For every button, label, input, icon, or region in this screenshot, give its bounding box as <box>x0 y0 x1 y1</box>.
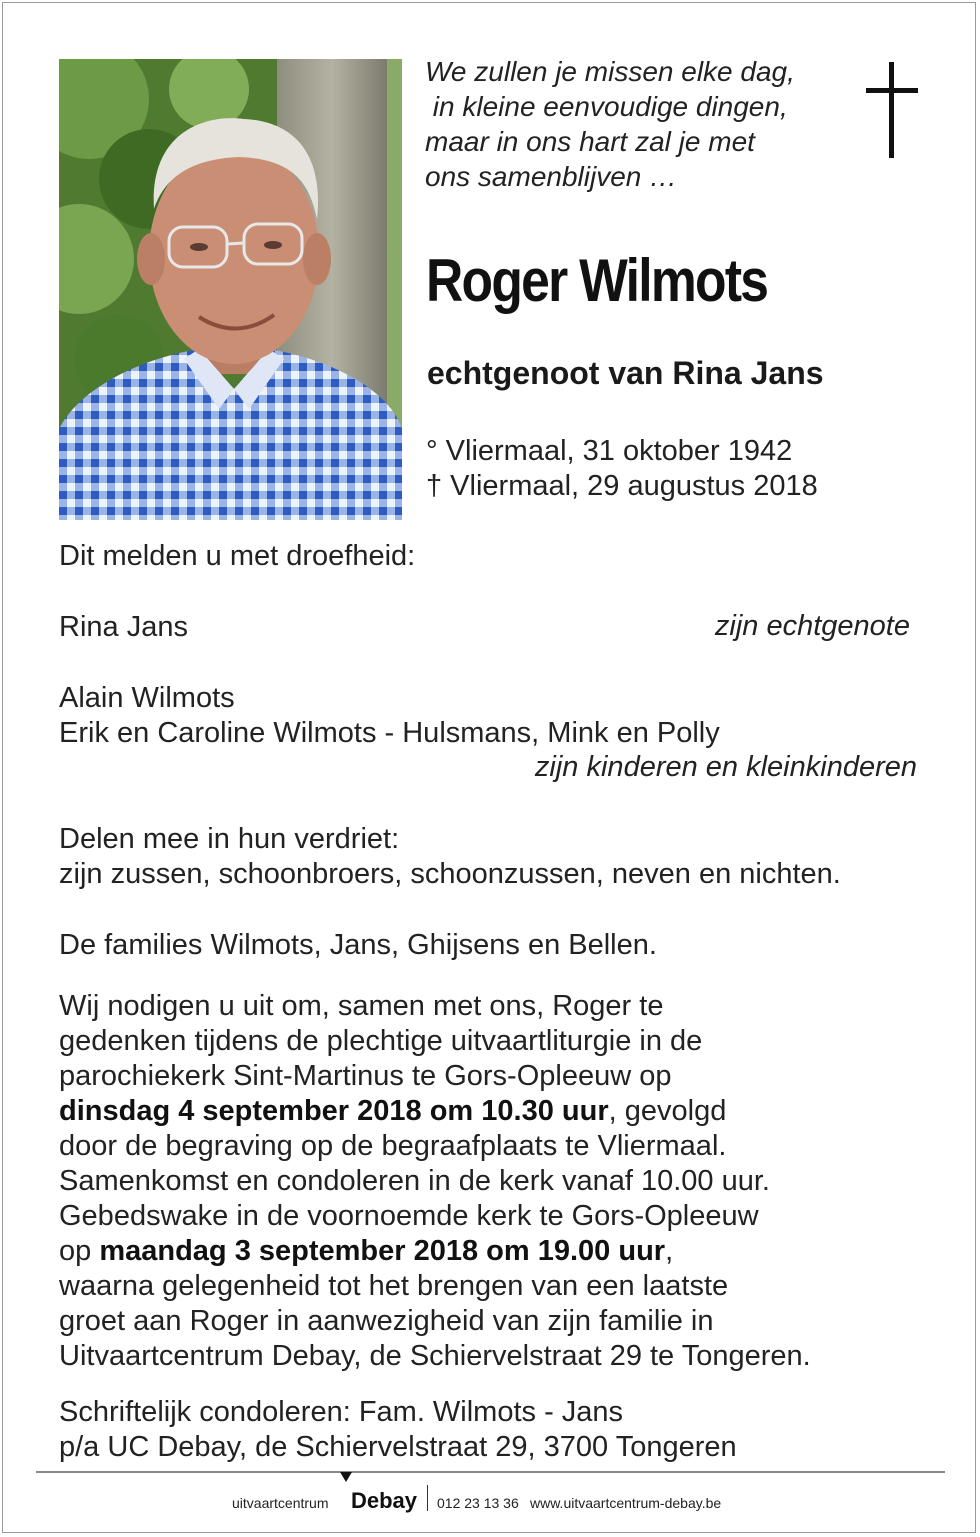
invitation-line: Uitvaartcentrum Debay, de Schiervelstraat 29 te Tongeren. <box>59 1340 811 1372</box>
condolence-line: Schriftelijk condoleren: Fam. Wilmots - Jans <box>59 1396 624 1428</box>
footer-divider <box>36 1471 945 1473</box>
birth-date: ° Vliermaal, 31 oktober 1942 <box>426 435 793 467</box>
invitation-block <box>59 989 811 1374</box>
funeral-datetime: dinsdag 4 september 2018 om 10.30 uur <box>59 1095 609 1127</box>
poem-line: maar in ons hart zal je met <box>425 126 755 157</box>
invitation-line: Samenkomst en condoleren in de kerk vanaf 10.00 uur. <box>59 1165 770 1197</box>
footer <box>0 1482 980 1522</box>
families-text: De families Wilmots, Jans, Ghijsens en Bellen. <box>59 929 657 961</box>
invitation-line: op maandag 3 september 2018 om 19.00 uur, <box>59 1235 674 1267</box>
footer-brand: Debay <box>351 1488 418 1513</box>
vigil-datetime: maandag 3 september 2018 om 19.00 uur <box>99 1235 666 1267</box>
invitation-line: Wij nodigen u uit om, samen met ons, Roger te <box>59 990 664 1022</box>
poem-line: in kleine eenvoudige dingen, <box>425 91 788 122</box>
footer-separator <box>427 1485 428 1511</box>
invitation-line: dinsdag 4 september 2018 om 10.30 uur, gevolgd <box>59 1095 727 1127</box>
intro-text: Dit melden u met droefheid: <box>59 540 416 572</box>
condolence-line: p/a UC Debay, de Schiervelstraat 29, 3700 Tongeren <box>59 1431 737 1463</box>
poem <box>425 54 855 194</box>
child-name: Erik en Caroline Wilmots - Hulsmans, Mink en Polly <box>59 717 720 749</box>
invitation-line: parochiekerk Sint-Martinus te Gors-Opleeuw op <box>59 1060 672 1092</box>
spouse-name: Rina Jans <box>59 611 188 643</box>
invitation-line: Gebedswake in de voornoemde kerk te Gors-Opleeuw <box>59 1200 759 1232</box>
spouse-line: echtgenoot van Rina Jans <box>427 355 824 391</box>
invitation-line: groet aan Roger in aanwezigheid van zijn familie in <box>59 1305 714 1337</box>
children-role: zijn kinderen en kleinkinderen <box>534 751 917 783</box>
poem-line: We zullen je missen elke dag, <box>425 56 795 87</box>
condolence-block <box>59 1395 737 1465</box>
child-name: Alain Wilmots <box>59 682 235 714</box>
triangle-icon <box>340 1472 352 1482</box>
footer-website: www.uitvaartcentrum-debay.be <box>530 1495 722 1511</box>
deceased-name: Roger Wilmots <box>426 247 768 314</box>
share-list: zijn zussen, schoonbroers, schoonzussen, neven en nichten. <box>59 858 841 890</box>
footer-prefix: uitvaartcentrum <box>232 1495 329 1511</box>
death-date: † Vliermaal, 29 augustus 2018 <box>426 470 818 502</box>
invitation-line: waarna gelegenheid tot het brengen van een laatste <box>59 1270 729 1302</box>
poem-line: ons samenblijven … <box>425 161 678 192</box>
footer-phone: 012 23 13 36 <box>437 1495 519 1511</box>
spouse-role: zijn echtgenote <box>714 610 910 642</box>
share-intro: Delen mee in hun verdriet: <box>59 823 400 855</box>
portrait-photo <box>59 59 402 520</box>
life-dates <box>426 434 818 504</box>
invitation-line: gedenken tijdens de plechtige uitvaartliturgie in de <box>59 1025 703 1057</box>
cross-icon <box>862 62 922 160</box>
invitation-line: door de begraving op de begraafplaats te Vliermaal. <box>59 1130 727 1162</box>
